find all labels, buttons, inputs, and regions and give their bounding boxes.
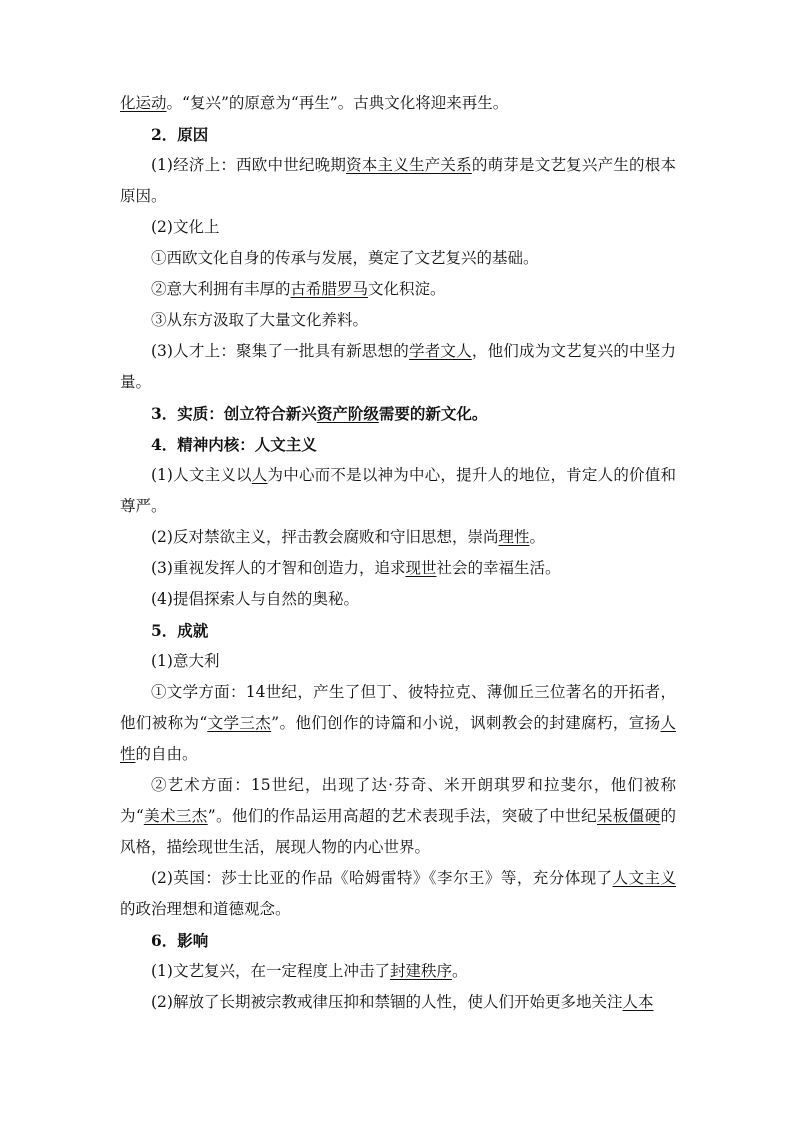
paragraph [120, 305, 676, 336]
text-run: (3)人才上：聚集了一批具有新思想的 [151, 342, 409, 360]
text-run: ②意大利拥有丰厚的 [151, 280, 291, 298]
text-run: ②艺术方面：15世纪，出现了达·芬奇、米开朗琪罗和拉斐尔，他们被称为“ [120, 776, 676, 825]
paragraph [120, 460, 676, 522]
text-run: 5．成就 [151, 621, 209, 640]
paragraph [120, 925, 676, 956]
text-run: 创立符合新兴 [223, 404, 317, 423]
paragraph [120, 646, 676, 677]
underlined-key-term: 学者文人 [408, 342, 472, 360]
underlined-key-term: 封建秩序 [389, 962, 452, 980]
underlined-key-term: 人性 [120, 714, 676, 763]
text-run: ①西欧文化自身的传承与发展，奠定了文艺复兴的基础。 [151, 249, 539, 267]
paragraph [120, 88, 676, 119]
text-run: ①文学方面：14世纪，产生了但丁、彼特拉克、薄伽丘三位著名的开拓者，他们被称为“ [120, 683, 676, 732]
paragraph [120, 429, 676, 460]
underlined-key-term: 人 [251, 466, 268, 484]
paragraph [120, 615, 676, 646]
text-run: 需要的新文化。 [378, 404, 488, 423]
text-run: 的政治理想和道德观念。 [120, 900, 291, 918]
paragraph [120, 274, 676, 305]
underlined-key-term: 资本主义生产关系 [346, 156, 472, 174]
underlined-key-term: 资产阶级 [316, 404, 379, 423]
paragraph [120, 150, 676, 212]
text-run: 。“复兴”的原意为“再生”。古典文化将迎来再生。 [166, 94, 509, 112]
underlined-key-term: 美术三杰 [143, 807, 208, 825]
text-run: ③从东方汲取了大量文化养料。 [151, 311, 369, 329]
text-run: 2．原因 [151, 125, 209, 144]
text-run: ”。他们创作的诗篇和小说，讽刺教会的封建腐朽，宣扬 [271, 714, 661, 732]
paragraph [120, 553, 676, 584]
paragraph [120, 336, 676, 398]
text-run: ”。他们的作品运用高超的艺术表现手法，突破了中世纪 [207, 807, 597, 825]
text-run: ，他们成为文艺复兴的中坚力量。 [120, 342, 676, 391]
paragraph [120, 677, 676, 770]
text-run: 文化积淀。 [368, 280, 446, 298]
paragraph [120, 522, 676, 553]
paragraph [120, 863, 676, 925]
paragraph [120, 770, 676, 863]
text-run: (1)人文主义以 [151, 466, 252, 484]
text-run: 的自由。 [135, 745, 198, 763]
underlined-key-term: 现世 [405, 559, 437, 577]
text-run: 的风格，描绘现世生活，展现人物的内心世界。 [120, 807, 676, 856]
text-run: (2)文化上 [151, 218, 220, 236]
paragraph [120, 212, 676, 243]
paragraph [120, 584, 676, 615]
underlined-key-term: 理性 [498, 528, 530, 546]
text-run: 。 [451, 962, 468, 980]
text-run: (2)解放了长期被宗教戒律压抑和禁锢的人性，使人们开始更多地关注 [151, 993, 623, 1011]
underlined-key-term: 人本 [622, 993, 654, 1011]
text-run: 3．实质： [151, 404, 224, 423]
text-run: (2)反对禁欲主义，抨击教会腐败和守旧思想，崇尚 [151, 528, 499, 546]
text-run: 社会的幸福生活。 [436, 559, 561, 577]
text-run: 。 [529, 528, 545, 546]
text-run: (1)文艺复兴，在一定程度上冲击了 [151, 962, 390, 980]
paragraph [120, 243, 676, 274]
text-run: 为中心而不是以神为中心，提升人的地位，肯定人的价值和尊严。 [120, 466, 676, 515]
paragraph [120, 398, 676, 429]
paragraph [120, 987, 676, 1018]
text-run: 的萌芽是文艺复兴产生的根本原因。 [120, 156, 676, 205]
paragraph [120, 119, 676, 150]
text-run: (1)意大利 [151, 652, 220, 670]
text-run: (4)提倡探索人与自然的奥秘。 [151, 590, 359, 608]
text-run: (2)英国：莎士比亚的作品《哈姆雷特》《李尔王》等，充分体现了 [151, 869, 613, 887]
underlined-key-term: 文学三杰 [207, 714, 272, 732]
paragraph [120, 956, 676, 987]
text-run: (1)经济上：西欧中世纪晚期 [151, 156, 347, 174]
text-run: 6．影响 [151, 931, 209, 950]
underlined-key-term: 呆板僵硬 [596, 807, 661, 825]
text-run: (3)重视发挥人的才智和创造力，追求 [151, 559, 406, 577]
text-run: 4．精神内核：人文主义 [151, 435, 317, 454]
document-page [120, 88, 676, 1018]
underlined-key-term: 化运动 [120, 94, 167, 112]
underlined-key-term: 古希腊罗马 [290, 280, 369, 298]
underlined-key-term: 人文主义 [612, 869, 676, 887]
